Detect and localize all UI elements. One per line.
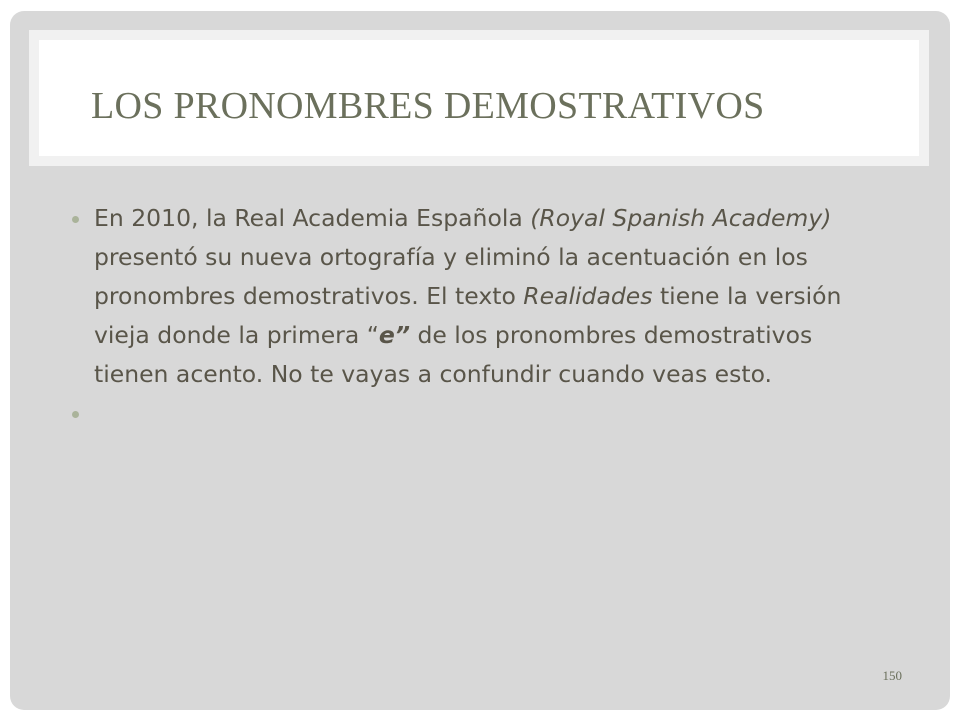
bullet-dot-icon bbox=[72, 216, 79, 223]
title-box bbox=[39, 40, 919, 156]
bullet-text-part-7: de los pronombres demostrativos tienen acento. No te vayas a confundir cuando veas esto. bbox=[94, 321, 813, 388]
bullet-list bbox=[72, 199, 872, 433]
bullet-text-e: e” bbox=[378, 321, 410, 349]
bullet-text-realidades: Realidades bbox=[523, 282, 653, 310]
bullet-text-part-1: En 2010, la Real Academia Española bbox=[94, 204, 531, 232]
bullet-text-royal-academy: (Royal Spanish Academy) bbox=[530, 204, 832, 232]
bullet-dot-icon bbox=[72, 411, 79, 418]
slide-title: LOS PRONOMBRES DEMOSTRATIVOS bbox=[91, 85, 765, 127]
page-number: 150 bbox=[882, 668, 902, 683]
bullet-item-1 bbox=[72, 199, 872, 394]
bullet-text-part-3: presentó su nueva ortografía y eliminó la acentuación en los pronombres demostrativos. El texto bbox=[94, 243, 808, 310]
title-band bbox=[29, 30, 929, 166]
slide bbox=[10, 11, 950, 710]
bullet-item-2 bbox=[72, 394, 872, 433]
bullet-text-part-5: tiene la versión vieja donde la primera “ bbox=[94, 282, 842, 349]
